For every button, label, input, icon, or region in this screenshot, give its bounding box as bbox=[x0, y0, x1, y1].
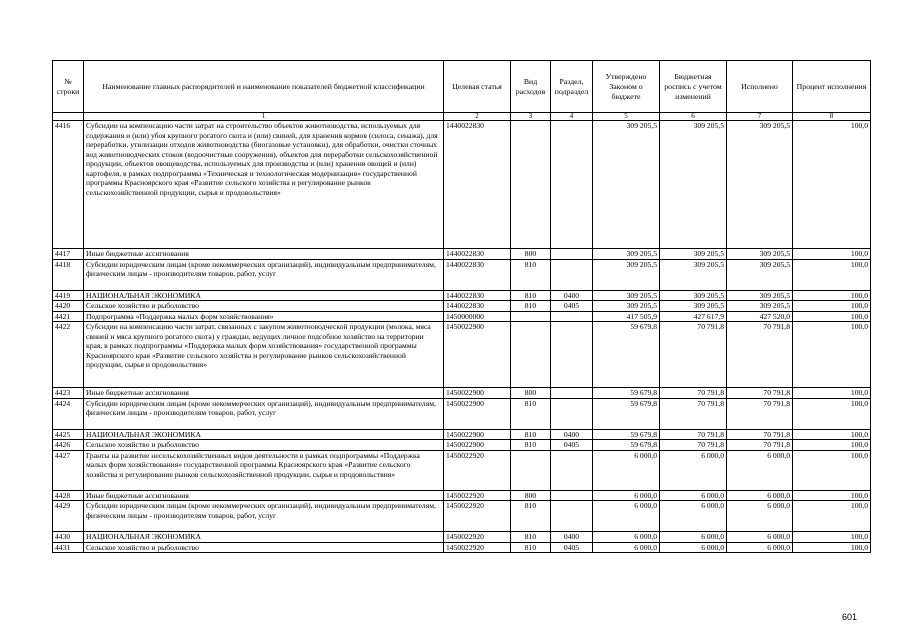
row-number-cell: 4429 bbox=[53, 501, 84, 532]
row-approved-cell: 6 000,0 bbox=[593, 450, 660, 490]
row-target-cell: 1440022830 bbox=[444, 301, 511, 312]
header-row bbox=[53, 61, 871, 113]
row-target-cell: 1450022900 bbox=[444, 322, 511, 388]
row-name-cell: Субсидии на компенсацию части затрат на строительство объектов животноводства, используемых для содержания и (или) убоя крупного рогатого скота и (или) свиней, для хранения кормов (силоса, сенажа), для переработки, утилизации отходов животноводства (биогазовые установки), для обработки, очистки сточных вод животноводческих стоков (водоочистные сооружения), объектов для переработки сельскохозяйственной продукции, объектов овощеводства, используемых для производства и (или) хранения овощей и (или) картофеля, в рамках подпрограммы «Техническая и технологическая модернизация» государственной программы Красноярского края «Развитие сельского хозяйства и регулирование рынков сельскохозяйственной продукции, сырья и продовольствия» bbox=[84, 121, 444, 249]
row-target-cell: 1440022830 bbox=[444, 290, 511, 301]
row-executed-cell: 70 791,8 bbox=[727, 388, 793, 399]
column-number: 1 bbox=[84, 113, 444, 121]
row-target-cell: 1440022830 bbox=[444, 249, 511, 260]
row-target-cell: 1450022920 bbox=[444, 532, 511, 543]
row-name-cell: Субсидии юридическим лицам (кроме некоммерческих организаций), индивидуальным предпринимателям, физическим лицам - производителям товаров, работ, услуг bbox=[84, 398, 444, 429]
header-percent: Процент исполнения bbox=[793, 61, 871, 113]
row-section-cell: 0405 bbox=[551, 440, 593, 451]
row-kind-cell: 810 bbox=[511, 259, 551, 290]
row-kind-cell: 800 bbox=[511, 388, 551, 399]
row-schedule-cell: 70 791,8 bbox=[660, 429, 727, 440]
row-name-cell: НАЦИОНАЛЬНАЯ ЭКОНОМИКА bbox=[84, 532, 444, 543]
row-percent-cell: 100,0 bbox=[793, 490, 871, 501]
row-number-cell: 4419 bbox=[53, 290, 84, 301]
row-executed-cell: 309 205,5 bbox=[727, 249, 793, 260]
header-name: Наименование главных распорядителей и наименование показателей бюджетной классификации bbox=[84, 61, 444, 113]
row-number-cell: 4422 bbox=[53, 322, 84, 388]
row-executed-cell: 70 791,8 bbox=[727, 322, 793, 388]
row-section-cell bbox=[551, 311, 593, 322]
row-schedule-cell: 70 791,8 bbox=[660, 440, 727, 451]
row-kind-cell: 810 bbox=[511, 501, 551, 532]
row-percent-cell: 100,0 bbox=[793, 322, 871, 388]
row-approved-cell: 309 205,5 bbox=[593, 259, 660, 290]
table-row bbox=[53, 490, 871, 501]
row-number-cell: 4418 bbox=[53, 259, 84, 290]
row-schedule-cell: 309 205,5 bbox=[660, 121, 727, 249]
row-section-cell bbox=[551, 322, 593, 388]
row-approved-cell: 6 000,0 bbox=[593, 501, 660, 532]
row-section-cell bbox=[551, 388, 593, 399]
row-kind-cell: 800 bbox=[511, 249, 551, 260]
row-target-cell: 1440022830 bbox=[444, 121, 511, 249]
row-kind-cell bbox=[511, 322, 551, 388]
row-kind-cell: 810 bbox=[511, 542, 551, 553]
row-percent-cell: 100,0 bbox=[793, 301, 871, 312]
column-number-row bbox=[53, 113, 871, 121]
row-approved-cell: 59 679,8 bbox=[593, 322, 660, 388]
row-percent-cell: 100,0 bbox=[793, 311, 871, 322]
row-kind-cell: 810 bbox=[511, 440, 551, 451]
row-schedule-cell: 6 000,0 bbox=[660, 532, 727, 543]
row-percent-cell: 100,0 bbox=[793, 542, 871, 553]
row-percent-cell: 100,0 bbox=[793, 398, 871, 429]
row-target-cell: 1450000000 bbox=[444, 311, 511, 322]
column-number: 3 bbox=[511, 113, 551, 121]
column-number: 5 bbox=[593, 113, 660, 121]
row-name-cell: Иные бюджетные ассигнования bbox=[84, 249, 444, 260]
row-kind-cell bbox=[511, 121, 551, 249]
row-section-cell: 0400 bbox=[551, 429, 593, 440]
row-percent-cell: 100,0 bbox=[793, 429, 871, 440]
row-percent-cell: 100,0 bbox=[793, 249, 871, 260]
row-approved-cell: 59 679,8 bbox=[593, 440, 660, 451]
row-name-cell: Гранты на развитие несельскохозяйственных видов деятельности в рамках подпрограммы «Поддержка малых форм хозяйствования» государственной программы Красноярского края «Развитие сельского хозяйства и регулирование рынков сельскохозяйственной продукции, сырья и продовольствия» bbox=[84, 450, 444, 490]
row-executed-cell: 70 791,8 bbox=[727, 398, 793, 429]
row-name-cell: Субсидии на компенсацию части затрат, связанных с закупом животноводческой продукции (молока, мяса свиней и мяса крупного рогатого скота) у граждан, ведущих личное подсобное хозяйство на территории края, в рамках подпрограммы «Поддержка малых форм хозяйствования» государственной программы Красноярского края «Развитие сельского хозяйства и регулирование рынков сельскохозяйственной продукции, сырья и продовольствия» bbox=[84, 322, 444, 388]
table-row bbox=[53, 532, 871, 543]
row-number-cell: 4417 bbox=[53, 249, 84, 260]
row-kind-cell: 810 bbox=[511, 290, 551, 301]
header-kind: Вид расходов bbox=[511, 61, 551, 113]
header-row-no: № строки bbox=[53, 61, 84, 113]
row-target-cell: 1450022920 bbox=[444, 501, 511, 532]
table-row bbox=[53, 322, 871, 388]
row-schedule-cell: 70 791,8 bbox=[660, 398, 727, 429]
row-number-cell: 4416 bbox=[53, 121, 84, 249]
row-target-cell: 1450022920 bbox=[444, 490, 511, 501]
table-row bbox=[53, 121, 871, 249]
row-kind-cell: 810 bbox=[511, 429, 551, 440]
table-row bbox=[53, 429, 871, 440]
row-name-cell: Субсидии юридическим лицам (кроме некоммерческих организаций), индивидуальным предпринимателям, физическим лицам - производителям товаров, работ, услуг bbox=[84, 259, 444, 290]
table-row bbox=[53, 398, 871, 429]
row-name-cell: Подпрограмма «Поддержка малых форм хозяйствования» bbox=[84, 311, 444, 322]
row-target-cell: 1450022900 bbox=[444, 398, 511, 429]
row-approved-cell: 6 000,0 bbox=[593, 532, 660, 543]
row-executed-cell: 6 000,0 bbox=[727, 532, 793, 543]
row-approved-cell: 309 205,5 bbox=[593, 249, 660, 260]
row-number-cell: 4427 bbox=[53, 450, 84, 490]
row-number-cell: 4431 bbox=[53, 542, 84, 553]
row-name-cell: Субсидии юридическим лицам (кроме некоммерческих организаций), индивидуальным предпринимателям, физическим лицам - производителям товаров, работ, услуг bbox=[84, 501, 444, 532]
row-percent-cell: 100,0 bbox=[793, 501, 871, 532]
row-section-cell: 0400 bbox=[551, 290, 593, 301]
row-schedule-cell: 6 000,0 bbox=[660, 501, 727, 532]
row-approved-cell: 6 000,0 bbox=[593, 542, 660, 553]
row-number-cell: 4425 bbox=[53, 429, 84, 440]
budget-table bbox=[52, 60, 871, 553]
row-approved-cell: 309 205,5 bbox=[593, 290, 660, 301]
table-row bbox=[53, 450, 871, 490]
row-number-cell: 4424 bbox=[53, 398, 84, 429]
row-executed-cell: 70 791,8 bbox=[727, 429, 793, 440]
row-name-cell: Иные бюджетные ассигнования bbox=[84, 490, 444, 501]
row-section-cell: 0405 bbox=[551, 301, 593, 312]
column-number: 7 bbox=[727, 113, 793, 121]
row-schedule-cell: 6 000,0 bbox=[660, 450, 727, 490]
row-name-cell: Иные бюджетные ассигнования bbox=[84, 388, 444, 399]
table-row bbox=[53, 388, 871, 399]
row-executed-cell: 309 205,5 bbox=[727, 301, 793, 312]
row-schedule-cell: 70 791,8 bbox=[660, 322, 727, 388]
row-number-cell: 4420 bbox=[53, 301, 84, 312]
column-number: 4 bbox=[551, 113, 593, 121]
table-row bbox=[53, 440, 871, 451]
row-name-cell: Сельское хозяйство и рыболовство bbox=[84, 440, 444, 451]
row-percent-cell: 100,0 bbox=[793, 290, 871, 301]
row-schedule-cell: 6 000,0 bbox=[660, 542, 727, 553]
row-number-cell: 4428 bbox=[53, 490, 84, 501]
row-approved-cell: 417 505,9 bbox=[593, 311, 660, 322]
row-schedule-cell: 309 205,5 bbox=[660, 259, 727, 290]
table-row bbox=[53, 249, 871, 260]
row-percent-cell: 100,0 bbox=[793, 450, 871, 490]
row-percent-cell: 100,0 bbox=[793, 532, 871, 543]
column-number: 2 bbox=[444, 113, 511, 121]
column-number bbox=[53, 113, 84, 121]
row-approved-cell: 309 205,5 bbox=[593, 121, 660, 249]
row-section-cell bbox=[551, 249, 593, 260]
table-row bbox=[53, 542, 871, 553]
row-kind-cell bbox=[511, 450, 551, 490]
row-schedule-cell: 427 617,9 bbox=[660, 311, 727, 322]
row-kind-cell: 800 bbox=[511, 490, 551, 501]
row-schedule-cell: 309 205,5 bbox=[660, 290, 727, 301]
row-approved-cell: 309 205,5 bbox=[593, 301, 660, 312]
row-name-cell: Сельское хозяйство и рыболовство bbox=[84, 301, 444, 312]
table-body bbox=[53, 121, 871, 553]
row-executed-cell: 427 520,0 bbox=[727, 311, 793, 322]
row-schedule-cell: 309 205,5 bbox=[660, 301, 727, 312]
row-executed-cell: 70 791,8 bbox=[727, 440, 793, 451]
row-section-cell bbox=[551, 259, 593, 290]
row-section-cell: 0405 bbox=[551, 542, 593, 553]
row-kind-cell: 810 bbox=[511, 532, 551, 543]
row-name-cell: Сельское хозяйство и рыболовство bbox=[84, 542, 444, 553]
row-approved-cell: 59 679,8 bbox=[593, 388, 660, 399]
row-target-cell: 1450022920 bbox=[444, 450, 511, 490]
row-executed-cell: 6 000,0 bbox=[727, 450, 793, 490]
table-row bbox=[53, 311, 871, 322]
row-schedule-cell: 70 791,8 bbox=[660, 388, 727, 399]
row-schedule-cell: 6 000,0 bbox=[660, 490, 727, 501]
row-name-cell: НАЦИОНАЛЬНАЯ ЭКОНОМИКА bbox=[84, 429, 444, 440]
header-executed: Исполнено bbox=[727, 61, 793, 113]
row-executed-cell: 6 000,0 bbox=[727, 501, 793, 532]
row-name-cell: НАЦИОНАЛЬНАЯ ЭКОНОМИКА bbox=[84, 290, 444, 301]
row-section-cell bbox=[551, 121, 593, 249]
row-kind-cell bbox=[511, 311, 551, 322]
row-section-cell bbox=[551, 450, 593, 490]
header-section: Раздел, подраздел bbox=[551, 61, 593, 113]
table-row bbox=[53, 301, 871, 312]
row-percent-cell: 100,0 bbox=[793, 440, 871, 451]
header-schedule: Бюджетная роспись с учетом изменений bbox=[660, 61, 727, 113]
row-target-cell: 1450022900 bbox=[444, 429, 511, 440]
row-kind-cell: 810 bbox=[511, 301, 551, 312]
row-approved-cell: 59 679,8 bbox=[593, 398, 660, 429]
row-percent-cell: 100,0 bbox=[793, 259, 871, 290]
row-schedule-cell: 309 205,5 bbox=[660, 249, 727, 260]
row-target-cell: 1450022900 bbox=[444, 440, 511, 451]
table-row bbox=[53, 259, 871, 290]
row-number-cell: 4426 bbox=[53, 440, 84, 451]
table-row bbox=[53, 501, 871, 532]
row-kind-cell: 810 bbox=[511, 398, 551, 429]
row-section-cell bbox=[551, 398, 593, 429]
header-target: Целевая статья bbox=[444, 61, 511, 113]
row-target-cell: 1450022900 bbox=[444, 388, 511, 399]
row-section-cell bbox=[551, 490, 593, 501]
row-section-cell: 0400 bbox=[551, 532, 593, 543]
table-row bbox=[53, 290, 871, 301]
row-executed-cell: 6 000,0 bbox=[727, 542, 793, 553]
row-approved-cell: 6 000,0 bbox=[593, 490, 660, 501]
page-number: 601 bbox=[842, 612, 858, 622]
row-percent-cell: 100,0 bbox=[793, 121, 871, 249]
row-approved-cell: 59 679,8 bbox=[593, 429, 660, 440]
row-number-cell: 4421 bbox=[53, 311, 84, 322]
header-approved: Утверждено Законом о бюджете bbox=[593, 61, 660, 113]
row-number-cell: 4430 bbox=[53, 532, 84, 543]
row-target-cell: 1450022920 bbox=[444, 542, 511, 553]
row-number-cell: 4423 bbox=[53, 388, 84, 399]
column-number: 8 bbox=[793, 113, 871, 121]
column-number: 6 bbox=[660, 113, 727, 121]
row-percent-cell: 100,0 bbox=[793, 388, 871, 399]
row-executed-cell: 309 205,5 bbox=[727, 290, 793, 301]
row-target-cell: 1440022830 bbox=[444, 259, 511, 290]
row-section-cell bbox=[551, 501, 593, 532]
row-executed-cell: 309 205,5 bbox=[727, 259, 793, 290]
row-executed-cell: 309 205,5 bbox=[727, 121, 793, 249]
row-executed-cell: 6 000,0 bbox=[727, 490, 793, 501]
